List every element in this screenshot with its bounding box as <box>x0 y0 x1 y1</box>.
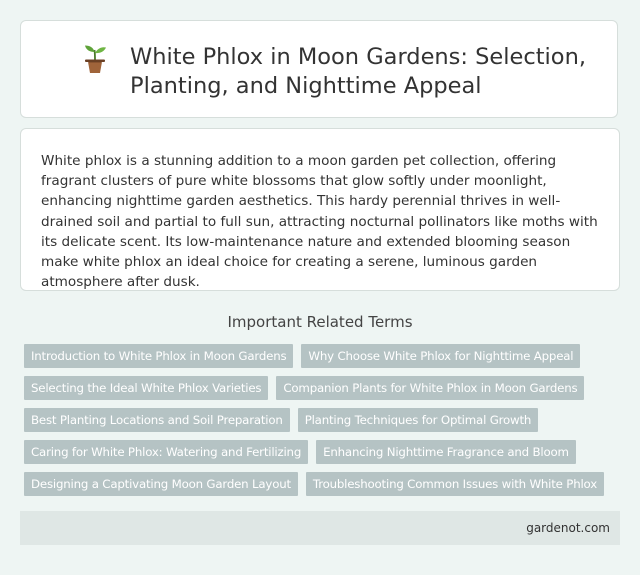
term-link[interactable]: Designing a Captivating Moon Garden Layout <box>24 472 298 496</box>
term-row <box>24 408 620 432</box>
page-title: White Phlox in Moon Gardens: Selection, Planting, and Nighttime Appeal <box>130 44 586 99</box>
related-terms-list <box>24 344 620 504</box>
term-row <box>24 344 620 368</box>
term-link[interactable]: Introduction to White Phlox in Moon Gardens <box>24 344 293 368</box>
term-row <box>24 472 620 496</box>
term-link[interactable]: Enhancing Nighttime Fragrance and Bloom <box>316 440 576 464</box>
term-link[interactable]: Troubleshooting Common Issues with White Phlox <box>306 472 604 496</box>
term-link[interactable]: Caring for White Phlox: Watering and Fertilizing <box>24 440 308 464</box>
term-link[interactable]: Best Planting Locations and Soil Preparation <box>24 408 290 432</box>
term-link[interactable]: Why Choose White Phlox for Nighttime Appeal <box>301 344 580 368</box>
footer-bar <box>20 511 620 545</box>
term-link[interactable]: Planting Techniques for Optimal Growth <box>298 408 539 432</box>
term-row <box>24 440 620 464</box>
site-link[interactable]: gardenot.com <box>526 521 610 535</box>
term-link[interactable]: Selecting the Ideal White Phlox Varieties <box>24 376 268 400</box>
term-link[interactable]: Companion Plants for White Phlox in Moon Gardens <box>276 376 584 400</box>
seedling-icon <box>82 44 108 74</box>
term-row <box>24 376 620 400</box>
intro-text: White phlox is a stunning addition to a moon garden pet collection, offering fragrant clusters of pure white blossoms that glow softly under moonlight, enhancing nighttime garden aesthetics. This hardy perennial thrives in well-drained soil and partial to full sun, attracting nocturnal pollinators like moths with its delicate scent. Its low-maintenance nature and extended blooming season make white phlox an ideal choice for creating a serene, luminous garden atmosphere after dusk. <box>41 153 598 291</box>
related-terms-heading: Important Related Terms <box>227 313 413 331</box>
